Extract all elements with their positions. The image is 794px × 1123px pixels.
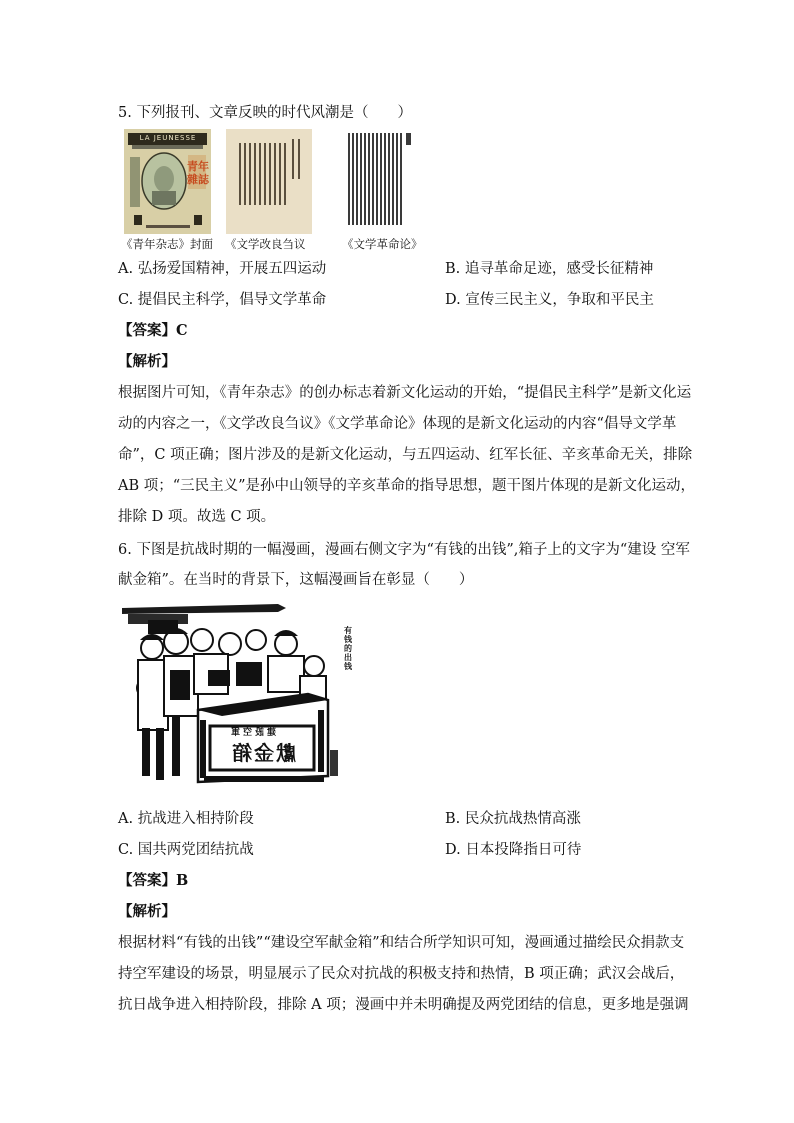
literary-reform-article-image [226,129,312,234]
q5-option-a: A. 弘扬爱国精神，开展五四运动 [118,261,327,277]
q6-option-c: C. 国共两党团结抗战 [118,842,254,858]
q5-option-c: C. 提倡民主科学，倡导文学革命 [118,292,327,308]
q5-option-d: D. 宣传三民主义，争取和平民主 [445,292,654,308]
q5-analysis-line-2: 动的内容之一，《文学改良刍议》《文学革命论》体现的是新文化运动的内容“倡导文学革 [118,416,677,432]
q5-option-b: B. 追寻革命足迹，感受长征精神 [445,261,654,277]
q6-answer: 【答案】B [118,872,189,889]
q5-analysis-line-3: 命”，C 项正确；图片涉及的是新文化运动，与五四运动、红军长征、辛亥革命无关，排除 [118,447,693,463]
magazine-title-line2: 雜誌 [187,173,209,186]
war-donation-cartoon-image [118,600,358,792]
q5-answer: 【答案】C [118,322,188,339]
q6-analysis-line-1: 根据材料“有钱的出钱”“建设空军献金箱”和结合所学知识可知，漫画通过描绘民众捐款支 [118,935,685,951]
q5-analysis-line-5: 排除 D 项。故选 C 项。 [118,509,276,525]
q5-analysis-line-1: 根据图片可知，《青年杂志》的创办标志着新文化运动的开始，“提倡民主科学”是新文化运 [118,385,692,401]
q5-analysis-label: 【解析】 [118,353,176,370]
magazine-title-line1: 青年 [187,160,209,173]
q6-analysis-label: 【解析】 [118,903,176,920]
q5-analysis-line-4: AB 项；“三民主义”是孙中山领导的辛亥革命的指导思想，题干图片体现的是新文化运动， [118,478,696,494]
caption-literary-reform: 《文学改良刍议 [225,237,306,251]
caption-youth-magazine: 《青年杂志》封面 [121,237,213,251]
q6-question-line-2: 献金箱”。在当时的背景下，这幅漫画旨在彰显（ ） [118,572,474,588]
q6-option-a: A. 抗战进入相持阶段 [118,811,254,827]
cartoon-side-text: 有钱的出钱 [344,625,352,671]
youth-magazine-cover-image [124,129,211,234]
cartoon-box-main-text: 獻金箱 [230,741,296,765]
q6-analysis-line-3: 抗日战争进入相持阶段，排除 A 项；漫画中并未明确提及两党团结的信息，更多地是强调 [118,997,689,1013]
caption-literary-revolution: 《文学革命论》 [342,237,423,251]
q6-question-line-1: 6. 下图是抗战时期的一幅漫画，漫画右侧文字为“有钱的出钱”,箱子上的文字为“建设 空军 [118,542,690,558]
q6-analysis-line-2: 持空军建设的场景，明显展示了民众对抗战的积极支持和热情，B 项正确；武汉会战后， [118,966,685,982]
magazine-header-text: LA JEUNESSE [139,134,197,142]
q6-option-b: B. 民众抗战热情高涨 [445,811,581,827]
q6-option-d: D. 日本投降指日可待 [445,842,582,858]
cartoon-box-top-text: 建設空軍 [228,728,277,738]
literary-revolution-article-image [342,129,418,234]
q5-question: 5. 下列报刊、文章反映的时代风潮是（ ） [118,105,412,121]
